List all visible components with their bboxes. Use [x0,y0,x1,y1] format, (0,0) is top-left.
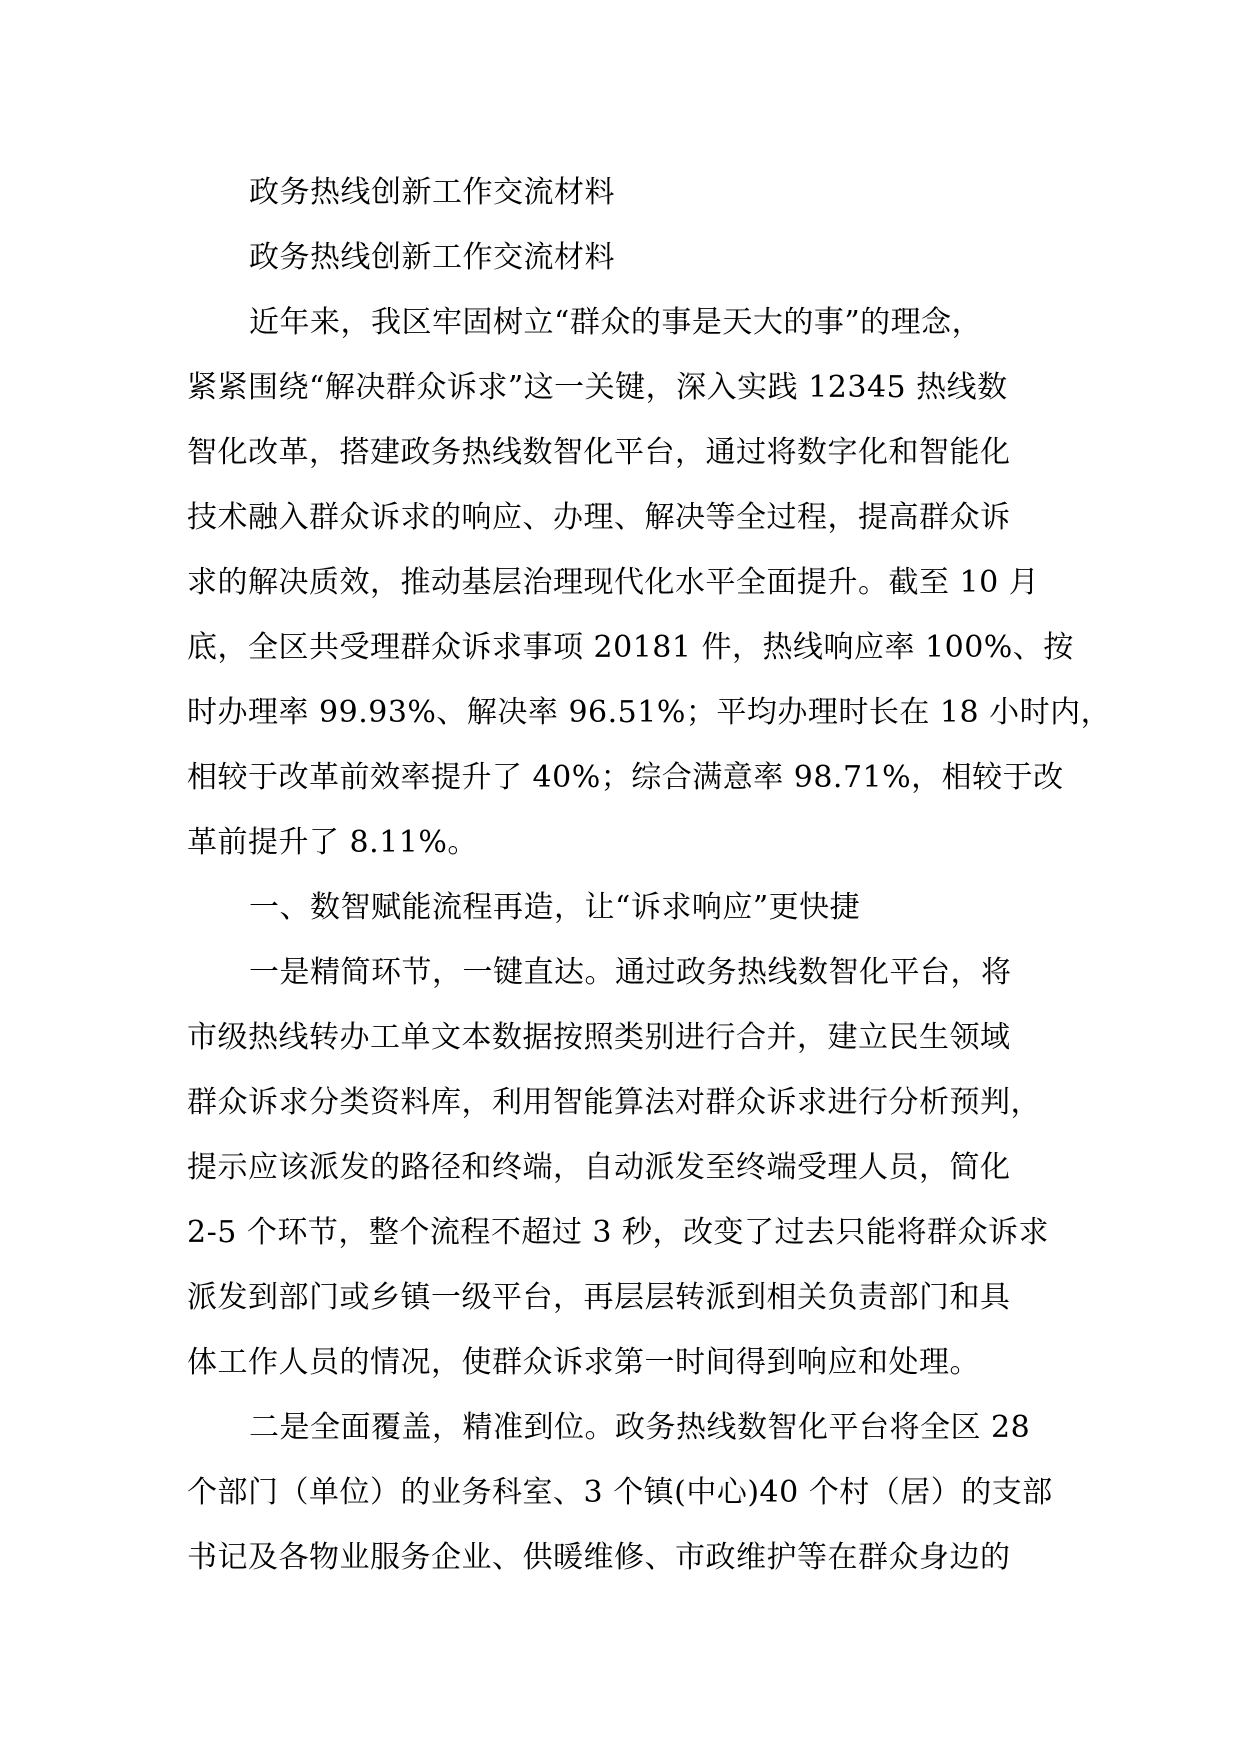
paragraph-line: 个部门（单位）的业务科室、3 个镇(中心)40 个村（居）的支部 [187,1475,1053,1510]
paragraph-line: 求的解决质效，推动基层治理现代化水平全面提升。截至 10 月 [187,565,1040,600]
document-title-repeat: 政务热线创新工作交流材料 [249,240,615,275]
paragraph-line: 体工作人员的情况，使群众诉求第一时间得到响应和处理。 [187,1345,980,1380]
paragraph-line: 群众诉求分类资料库，利用智能算法对群众诉求进行分析预判， [187,1085,1041,1120]
paragraph-line: 一是精简环节，一键直达。通过政务热线数智化平台，将 [249,955,1012,990]
paragraph-line: 2-5 个环节，整个流程不超过 3 秒，改变了过去只能将群众诉求 [187,1215,1050,1250]
document-title: 政务热线创新工作交流材料 [249,175,615,210]
paragraph-line: 紧紧围绕“解决群众诉求”这一关键，深入实践 12345 热线数 [187,370,1008,405]
paragraph-line: 提示应该派发的路径和终端，自动派发至终端受理人员，简化 [187,1150,1011,1185]
document-body [187,160,1112,1590]
paragraph-line: 书记及各物业服务企业、供暖维修、市政维护等在群众身边的 [187,1540,1011,1575]
paragraph-line: 派发到部门或乡镇一级平台，再层层转派到相关负责部门和具 [187,1280,1011,1315]
paragraph-line: 底，全区共受理群众诉求事项 20181 件，热线响应率 100%、按 [187,630,1074,665]
paragraph-line: 相较于改革前效率提升了 40%；综合满意率 98.71%，相较于改 [187,760,1064,795]
paragraph-line: 近年来，我区牢固树立“群众的事是天大的事”的理念， [249,305,983,340]
paragraph-line: 二是全面覆盖，精准到位。政务热线数智化平台将全区 28 [249,1410,1031,1445]
paragraph-line: 智化改革，搭建政务热线数智化平台，通过将数字化和智能化 [187,435,1011,470]
paragraph-line: 技术融入群众诉求的响应、办理、解决等全过程，提高群众诉 [187,500,1011,535]
paragraph-line: 时办理率 99.93%、解决率 96.51%；平均办理时长在 18 小时内， [187,695,1112,730]
paragraph-line: 市级热线转办工单文本数据按照类别进行合并，建立民生领域 [187,1020,1011,1055]
section-heading: 一、数智赋能流程再造，让“诉求响应”更快捷 [249,890,861,925]
paragraph-line: 革前提升了 8.11%。 [187,825,478,860]
